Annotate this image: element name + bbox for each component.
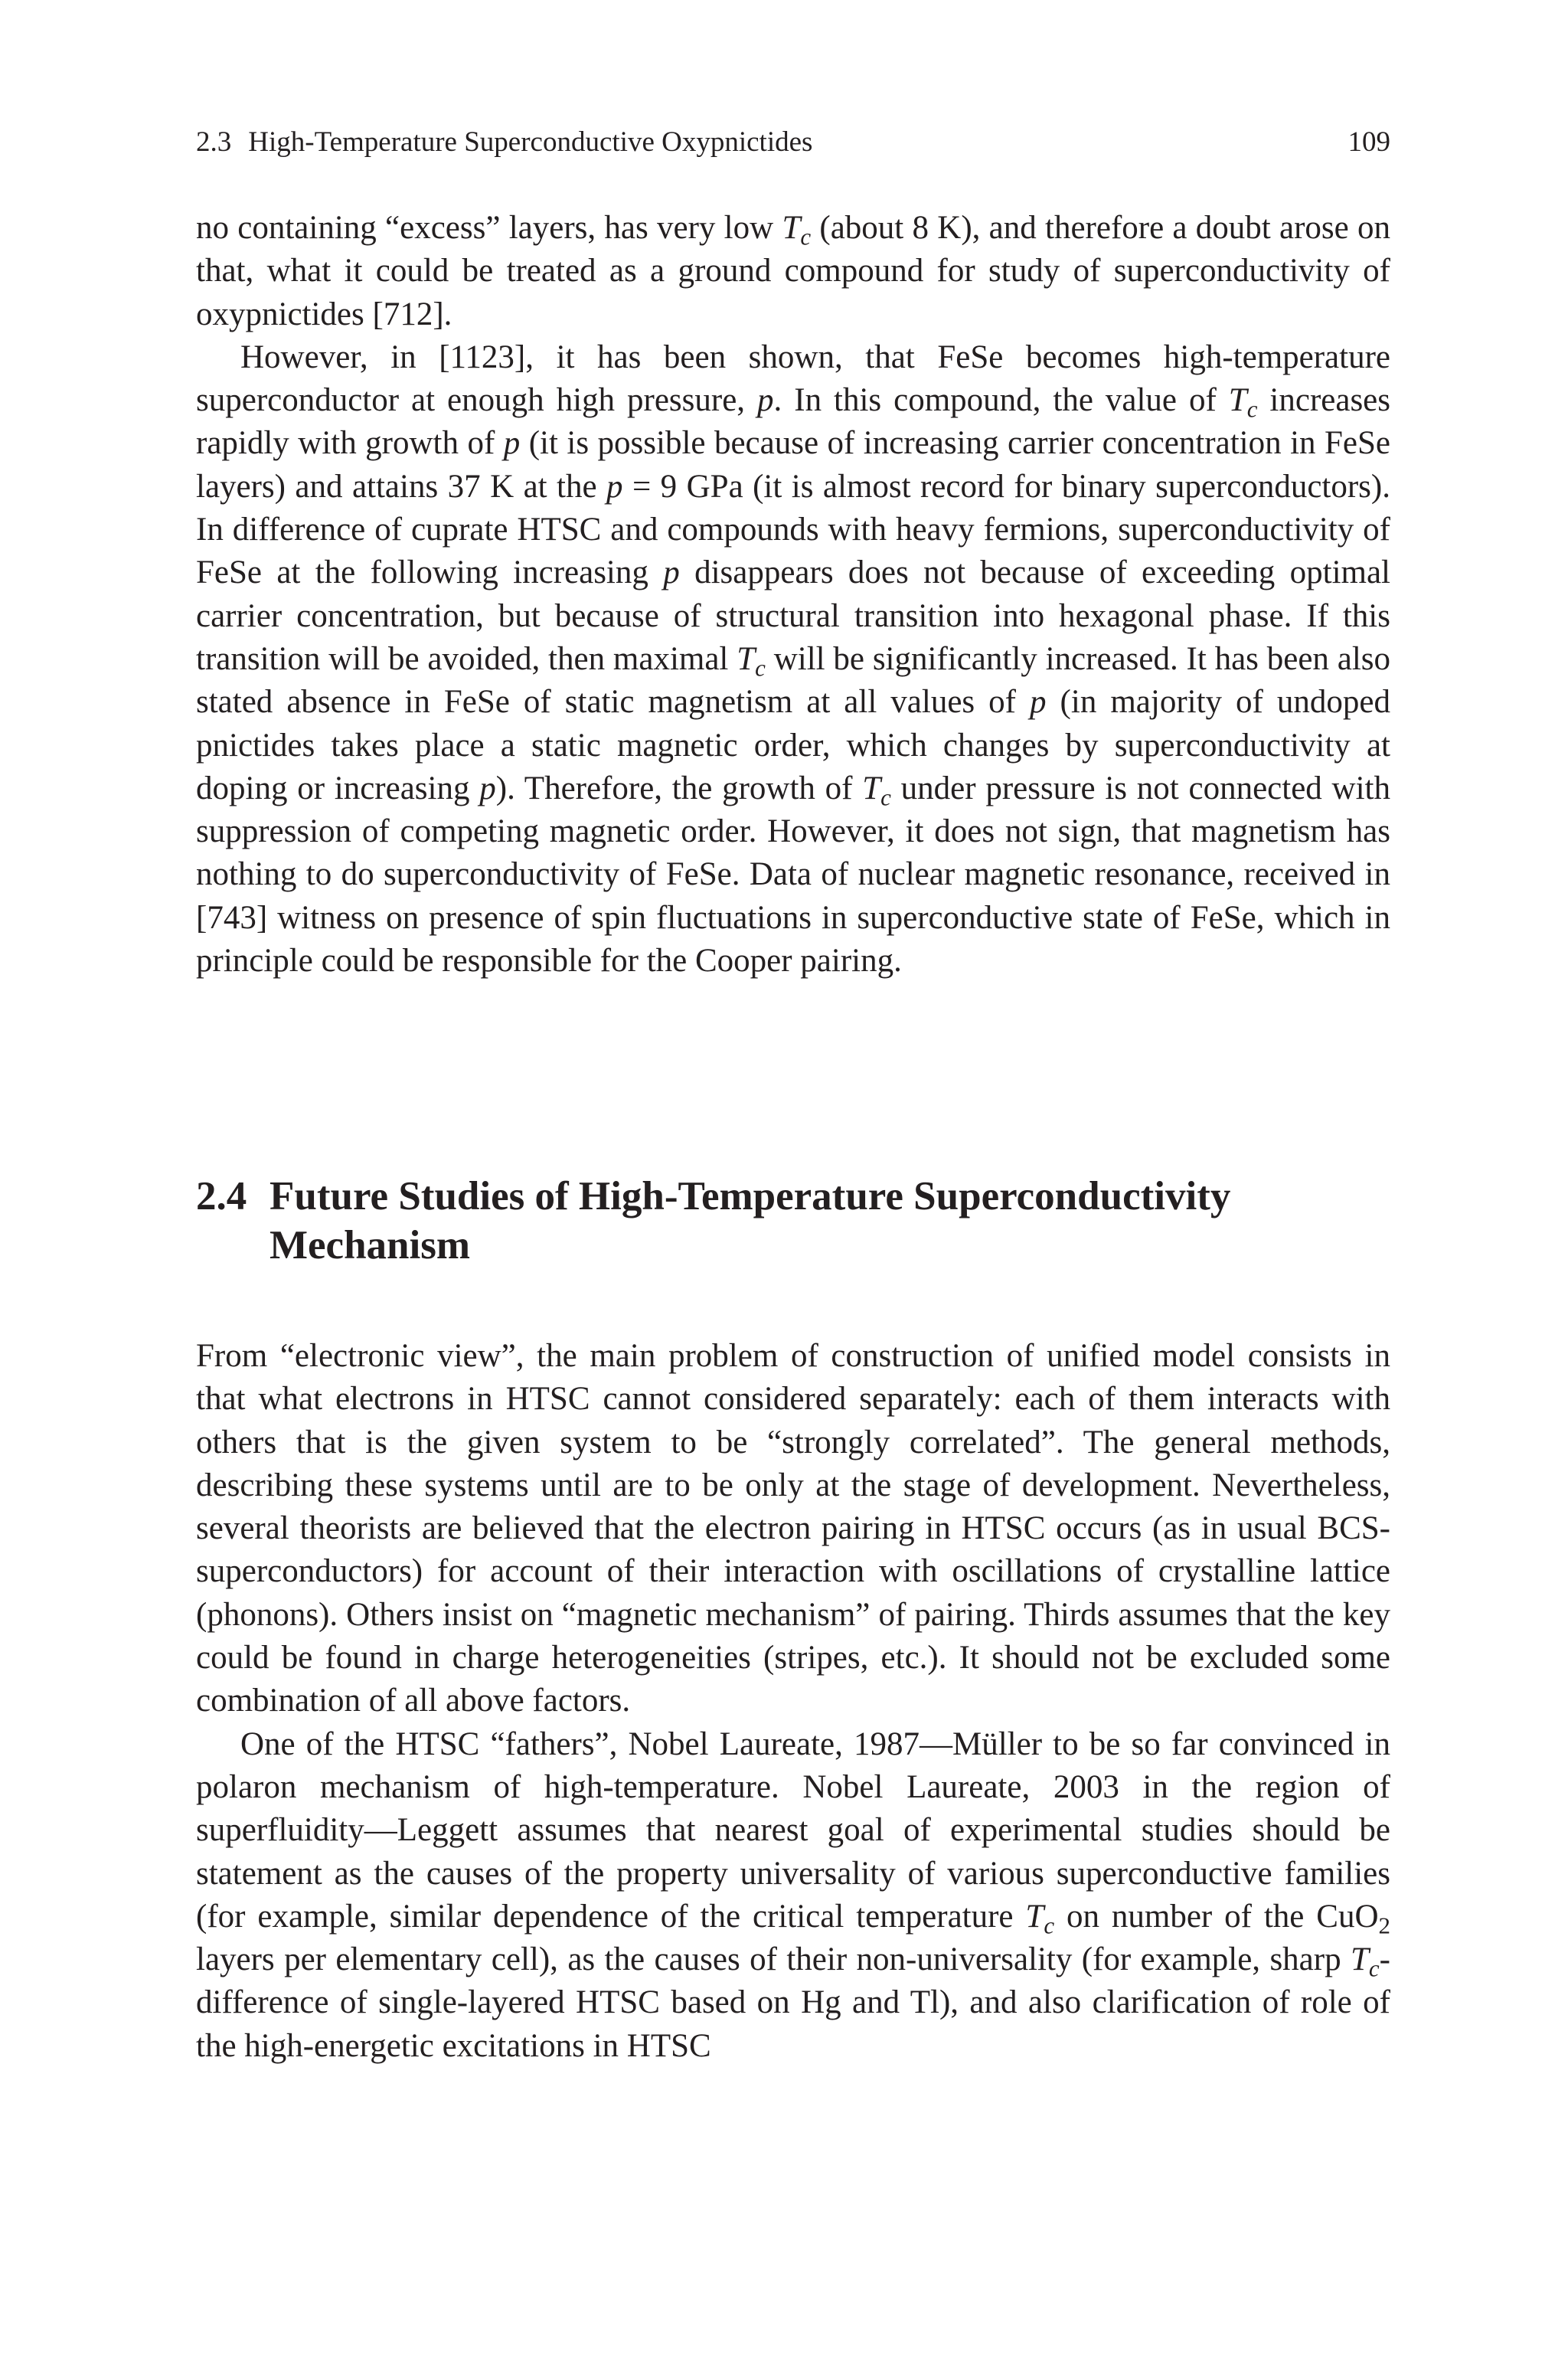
symbol-T: T — [862, 770, 881, 806]
symbol-subscript-c: c — [880, 783, 891, 811]
symbol-subscript-c: c — [1246, 395, 1258, 423]
paragraph-1-text-1: no containing “excess” layers, has very low — [196, 210, 782, 246]
paragraph-2-text-1: However, in [1123], it has been shown, that FeSe becomes high-temperature superconductor at enough high pressure, — [196, 339, 1390, 419]
symbol-p: p — [1030, 684, 1047, 721]
paragraph-2-text-3: increases rapidly with growth of — [196, 382, 1391, 462]
page-number: 109 — [1348, 126, 1390, 158]
paragraph-2-text-4: (it is possible because of increasing carrier concentration in FeSe layers) and attains 37 K at the — [196, 425, 1390, 505]
symbol-T: T — [1228, 382, 1247, 419]
symbol-p: p — [663, 554, 680, 591]
paragraph-3: From “electronic view”, the main problem of construction of unified model consists in that what electrons in HTSC cannot considered separately: each of them interacts with others that is the given system to be “strongly correlated”. The general methods, describing these systems until are to be only at the stage of development. Nevertheless, several theorists are believed that the electron pairing in HTSC occurs (as in usual BCS-superconductors) for account of their interaction with oscillations of crystalline lattice (phonons). Others insist on “magnetic mechanism” of pairing. Thirds assumes that the key could be found in charge heterogeneities (stripes, etc.). It should not be excluded some combination of all above factors. — [196, 1338, 1390, 1719]
paragraph-4-text-1: One of the HTSC “fathers”, Nobel Laureate, 1987—Müller to be so far convinced in polaron mechanism of high-temperature. Nobel Laureate, 2003 in the region of superfluidity—Leggett assumes that nearest goal of experimental studies should be statement as the causes of the property universality of various superconductive families (for example, similar dependence of the critical temperature — [196, 1725, 1390, 1935]
symbol-T: T — [782, 210, 801, 246]
section-2-4-body — [196, 1335, 1390, 2068]
paragraph-1 — [196, 207, 1390, 336]
symbol-subscript-c: c — [1368, 1954, 1380, 1982]
symbol-p: p — [757, 382, 774, 419]
paragraph-2-text-9: ). Therefore, the growth of — [495, 770, 863, 806]
running-head-section-number: 2.3 — [196, 126, 232, 158]
symbol-T: T — [1025, 1898, 1044, 1935]
paragraph-2-text-8: (in majority of undoped pnictides takes place a static magnetic order, which changes by superconductivity at doping or increasing — [196, 684, 1390, 806]
paragraph-2 — [196, 336, 1390, 983]
running-head-title-group — [196, 126, 812, 159]
symbol-T: T — [737, 640, 756, 677]
paragraph-4-text-3: layers per elementary cell), as the causes of their non-universality (for example, sharp — [196, 1941, 1351, 1978]
symbol-T: T — [1351, 1941, 1369, 1978]
paragraph-2-text-7: will be significantly increased. It has been also stated absence in FeSe of static magnetism at all values of — [196, 640, 1390, 721]
symbol-p: p — [503, 425, 521, 462]
running-head-section-title: High-Temperature Superconductive Oxypnictides — [248, 126, 813, 158]
paragraph-4-text-4: -difference of single-layered HTSC based on Hg and Tl), and also clarification of role of the high-energetic excitations in HTSC — [196, 1941, 1390, 2064]
symbol-p: p — [479, 770, 496, 806]
symbol-subscript-c: c — [1044, 1912, 1055, 1939]
symbol-subscript-c: c — [800, 223, 812, 250]
symbol-subscript-c: c — [755, 654, 766, 682]
paragraph-2-text-10: under pressure is not connected with suppression of competing magnetic order. However, it does not sign, that magnetism has nothing to do superconductivity of FeSe. Data of nuclear magnetic resonance, received in [743] witness on presence of spin fluctuations in superconductive state of FeSe, which in principle could be responsible for the Cooper pairing. — [196, 770, 1390, 980]
section-number: 2.4 — [196, 1174, 247, 1218]
paragraph-2-text-6: disappears does not because of exceeding optimal carrier concentration, but because of structural transition into hexagonal phase. If this transition will be avoided, then maximal — [196, 554, 1390, 677]
symbol-p: p — [606, 468, 623, 505]
section-heading — [196, 1172, 1390, 1270]
section-title: Future Studies of High-Temperature Superconductivity Mechanism — [270, 1174, 1231, 1268]
section-2-3-continuation — [196, 207, 1390, 983]
running-head — [196, 126, 1390, 159]
paragraph-4 — [196, 1723, 1390, 2068]
cuo2-subscript: 2 — [1378, 1912, 1390, 1939]
paragraph-4-text-2: on number of the CuO — [1054, 1898, 1379, 1935]
paragraph-2-text-2: . In this compound, the value of — [773, 382, 1229, 419]
paragraph-1-text-2: (about 8 K), and therefore a doubt arose on that, what it could be treated as a ground compound for study of superconductivity of oxypnictides [712]. — [196, 210, 1390, 332]
paragraph-2-text-5: = 9 GPa (it is almost record for binary superconductors). In difference of cuprate HTSC and compounds with heavy fermions, superconductivity of FeSe at the following increasing — [196, 468, 1390, 591]
